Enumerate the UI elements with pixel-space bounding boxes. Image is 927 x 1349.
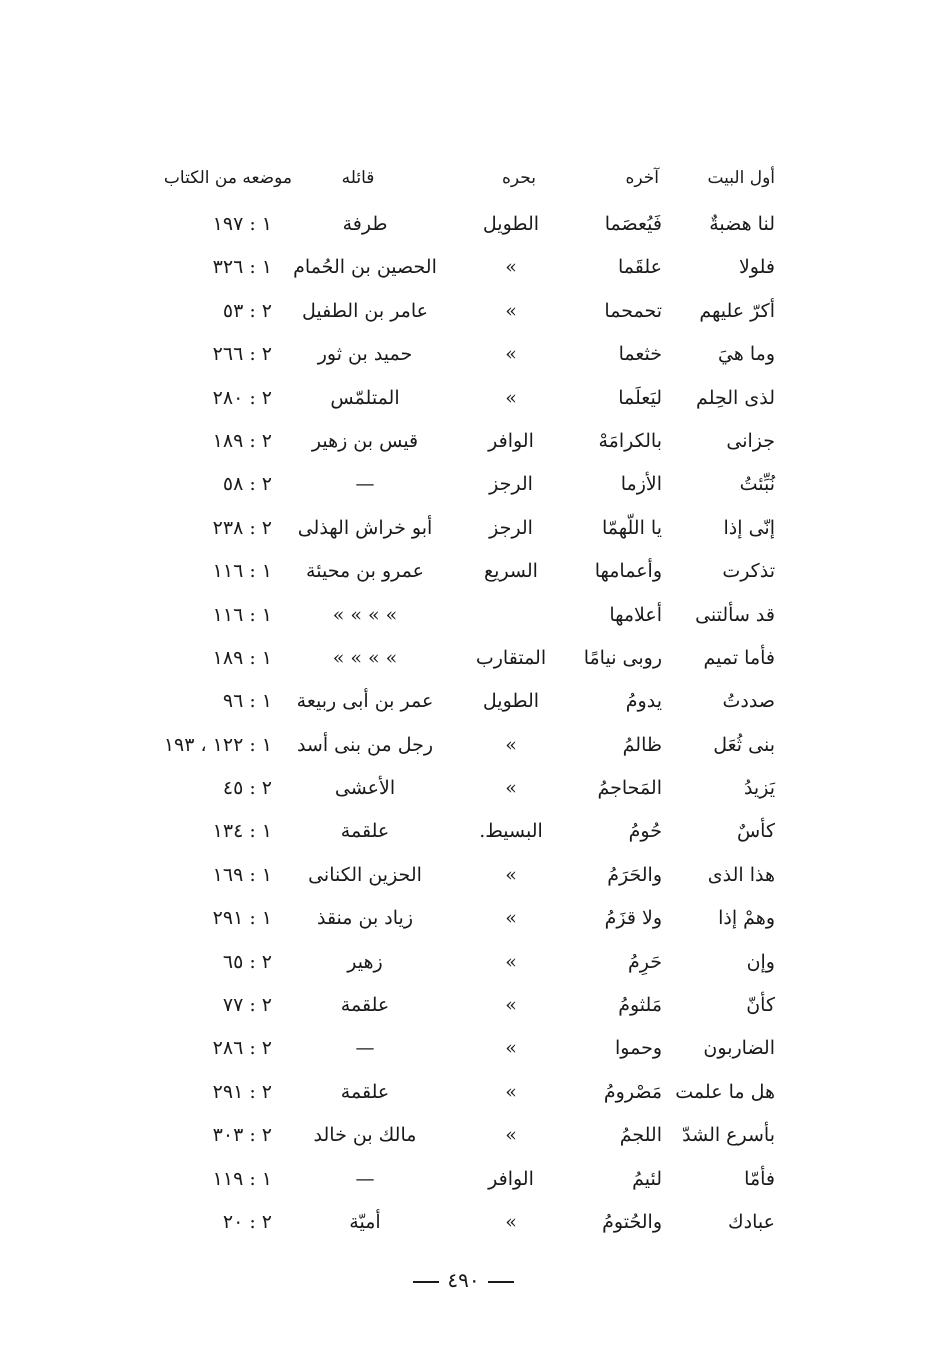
verse-poet: الحصين بن الحُمام [293, 256, 437, 279]
verse-meter: » [505, 863, 517, 886]
verse-meter: » [505, 1124, 517, 1147]
page-number: ٤٩٠ [447, 1268, 480, 1292]
verse-meter: » [505, 777, 517, 800]
verse-location: ٢ : ٦٥ [222, 950, 272, 973]
verse-meter: الطويل [482, 690, 540, 713]
verse-location: ٢ : ٤٥ [222, 777, 272, 800]
footer-dash-left [413, 1281, 439, 1283]
table-row [0, 854, 927, 897]
verse-last-word: ولا قزَمُ [604, 907, 662, 930]
verse-first-word: بأسرع الشدّ [682, 1124, 775, 1147]
verse-last-word: يا اللّهمّا [601, 516, 662, 539]
table-row [0, 550, 927, 593]
verse-meter: السريع [484, 560, 538, 583]
verse-index-table [0, 203, 927, 1244]
table-row [0, 810, 927, 853]
verse-poet: قيس بن زهير [311, 429, 419, 452]
verse-first-word: فلولا [738, 256, 775, 279]
verse-poet: — [355, 1037, 375, 1060]
verse-last-word: يدومُ [625, 690, 662, 713]
verse-first-word: يَزيدُ [743, 777, 775, 800]
verse-first-word: وما هيَ [717, 343, 775, 366]
verse-first-word: أكرّ عليهم [699, 299, 775, 322]
verse-meter: البسيط. [479, 820, 543, 843]
table-row [0, 1201, 927, 1244]
verse-first-word: فأمّا [744, 1167, 775, 1190]
verse-location: ٢ : ٢٦٦ [212, 343, 272, 366]
verse-last-word: أعلامها [609, 603, 662, 626]
verse-poet: الأعشى [334, 777, 396, 800]
verse-location: ١ : ١١٦ [212, 603, 272, 626]
verse-last-word: ظالمُ [622, 733, 662, 756]
table-row [0, 941, 927, 984]
verse-first-word: بنى ثُعَل [713, 733, 775, 756]
page-footer [0, 1265, 927, 1295]
verse-location: ١ : ١٢٢ ، ١٩٣ [163, 733, 272, 756]
verse-first-word: صددتُ [722, 690, 775, 713]
verse-location: ٢ : ٥٨ [222, 473, 272, 496]
verse-location: ٢ : ٥٣ [222, 299, 272, 322]
verse-location: ١ : ١٨٩ [212, 646, 272, 669]
table-row [0, 333, 927, 376]
table-row [0, 377, 927, 420]
verse-poet: زياد بن منقذ [316, 907, 414, 930]
verse-location: ١ : ١١٦ [212, 560, 272, 583]
table-row [0, 594, 927, 637]
verse-poet: عامر بن الطفيل [301, 299, 428, 322]
verse-last-word: لئيمُ [632, 1167, 662, 1190]
table-row [0, 1027, 927, 1070]
table-row [0, 984, 927, 1027]
verse-meter: الطويل [482, 213, 540, 235]
verse-meter: » [505, 1037, 517, 1060]
verse-last-word: خثعما [618, 343, 662, 366]
verse-poet: — [355, 473, 375, 496]
verse-first-word: الضاربون [703, 1037, 775, 1060]
verse-poet: أبو خراش الهذلى [297, 516, 433, 539]
verse-last-word: المَحاجمُ [597, 777, 662, 800]
verse-location: ٢ : ٢٨٠ [212, 386, 272, 409]
verse-location: ١ : ١١٩ [212, 1167, 272, 1190]
header-meter: بحره [502, 168, 536, 188]
verse-first-word: تذكرت [722, 560, 775, 583]
verse-first-word: وهمْ إذا [718, 907, 775, 930]
verse-poet: » » » » [332, 603, 398, 626]
verse-poet: — [355, 1167, 375, 1190]
verse-last-word: اللجمُ [619, 1124, 662, 1147]
verse-location: ٢ : ٢٣٨ [212, 516, 272, 539]
verse-poet: زهير [347, 950, 383, 973]
verse-location: ٢ : ٢٠ [222, 1210, 272, 1233]
table-row [0, 1158, 927, 1201]
table-row [0, 507, 927, 550]
verse-poet: المتلمّس [330, 386, 400, 409]
verse-poet: طرفة [342, 213, 388, 235]
footer-dash-right [488, 1281, 514, 1283]
verse-poet: علقمة [340, 820, 390, 843]
verse-last-word: والحَرَمُ [607, 863, 662, 886]
verse-poet: عمرو بن محيئة [306, 560, 424, 583]
verse-first-word: لنا هضبةٌ [709, 213, 775, 235]
verse-location: ١ : ٩٦ [222, 690, 272, 713]
verse-last-word: علقَما [617, 256, 662, 279]
verse-location: ١ : ١٩٧ [212, 213, 272, 235]
verse-poet: رجل من بنى أسد [296, 733, 434, 756]
verse-poet: عمر بن أبى ربيعة [296, 690, 434, 713]
verse-first-word: إنّى إذا [723, 516, 775, 539]
verse-poet: أميّة [349, 1210, 381, 1233]
verse-last-word: والحُتومُ [602, 1210, 662, 1233]
verse-poet: حميد بن ثور [317, 343, 413, 366]
header-location: موضعه من الكتاب [163, 168, 292, 188]
verse-last-word: مَصْرومُ [603, 1080, 662, 1103]
table-row [0, 1071, 927, 1114]
verse-location: ٢ : ٢٩١ [212, 1080, 272, 1103]
verse-meter: » [505, 343, 517, 366]
verse-meter: » [505, 256, 517, 279]
verse-first-word: جزانى [726, 429, 775, 452]
table-row [0, 767, 927, 810]
verse-poet: مالك بن خالد [313, 1124, 417, 1147]
verse-first-word: لذى الحِلم [696, 386, 775, 409]
verse-last-word: حُومُ [628, 820, 662, 843]
verse-location: ٢ : ١٨٩ [212, 429, 272, 452]
verse-poet: » » » » [332, 646, 398, 669]
table-row [0, 290, 927, 333]
verse-meter: الرجز [489, 473, 533, 496]
verse-meter: الرجز [489, 516, 533, 539]
table-header [0, 160, 927, 196]
verse-first-word: هذا الذى [707, 863, 775, 886]
verse-poet: علقمة [340, 1080, 390, 1103]
verse-location: ٢ : ٧٧ [222, 994, 272, 1017]
verse-last-word: وحموا [615, 1037, 662, 1060]
verse-meter: » [505, 733, 517, 756]
table-row [0, 203, 927, 246]
verse-first-word: فأما تميم [703, 646, 775, 669]
table-row [0, 680, 927, 723]
verse-last-word: حَرِمُ [628, 950, 662, 973]
verse-location: ٢ : ٣٠٣ [212, 1124, 272, 1147]
table-row [0, 724, 927, 767]
verse-meter: الوافر [488, 1167, 534, 1190]
verse-last-word: فَيُعصَما [604, 213, 662, 235]
table-row [0, 420, 927, 463]
table-row [0, 463, 927, 506]
verse-last-word: ليَعلَما [618, 386, 662, 409]
verse-last-word: الأزما [620, 473, 662, 496]
table-row [0, 246, 927, 289]
verse-location: ٢ : ٢٨٦ [212, 1037, 272, 1060]
verse-location: ١ : ١٣٤ [212, 820, 272, 843]
verse-first-word: هل ما علمت [675, 1080, 775, 1103]
header-last-word: آخره [625, 168, 659, 188]
verse-meter: الوافر [488, 429, 534, 452]
verse-first-word: كأسٌ [736, 820, 775, 843]
verse-first-word: وإن [746, 950, 775, 973]
verse-meter: » [505, 386, 517, 409]
verse-last-word: روبى نيامًا [583, 646, 662, 669]
verse-first-word: كأنّ [746, 994, 775, 1017]
verse-meter: » [505, 907, 517, 930]
verse-first-word: عبادك [728, 1210, 775, 1233]
table-row [0, 897, 927, 940]
verse-last-word: مَلثومُ [618, 994, 662, 1017]
verse-first-word: نُبِّئتُ [739, 473, 775, 496]
table-row [0, 637, 927, 680]
verse-meter: » [505, 1080, 517, 1103]
verse-first-word: قد سألتنى [695, 603, 775, 626]
verse-meter: » [505, 299, 517, 322]
verse-meter: » [505, 1210, 517, 1233]
verse-poet: علقمة [340, 994, 390, 1017]
verse-meter: » [505, 950, 517, 973]
verse-meter: » [505, 994, 517, 1017]
verse-location: ١ : ١٦٩ [212, 863, 272, 886]
verse-last-word: تحمحما [604, 299, 662, 322]
table-row [0, 1114, 927, 1157]
verse-location: ١ : ٢٩١ [212, 907, 272, 930]
verse-last-word: وأعمامها [594, 560, 662, 583]
header-poet: قائله [341, 168, 375, 188]
verse-poet: الحزين الكنانى [308, 863, 422, 886]
verse-last-word: بالكرامَهْ [598, 429, 662, 452]
header-first-hemistich: أول البيت [707, 168, 775, 188]
verse-location: ١ : ٣٢٦ [212, 256, 272, 279]
verse-meter: المتقارب [475, 646, 547, 669]
